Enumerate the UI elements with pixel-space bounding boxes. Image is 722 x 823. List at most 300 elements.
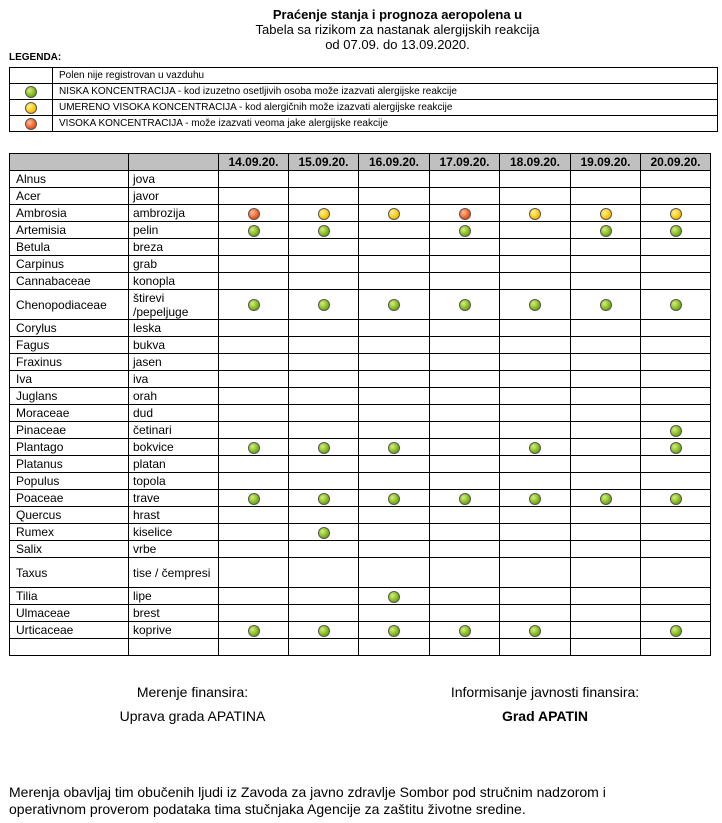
- latin-name: Pinaceae: [10, 422, 129, 439]
- level-cell: [289, 588, 359, 605]
- level-cell: [219, 320, 289, 337]
- level-cell: [359, 439, 430, 456]
- low-concentration-dot-icon: [459, 493, 471, 505]
- level-cell: [359, 371, 430, 388]
- moderate-concentration-dot-icon: [25, 102, 37, 114]
- local-name: jasen: [129, 354, 219, 371]
- local-name: koprive: [129, 622, 219, 639]
- level-cell: [359, 290, 430, 320]
- legend-row: [10, 100, 718, 116]
- level-cell: [359, 558, 430, 588]
- latin-name: Acer: [10, 188, 129, 205]
- level-cell: [641, 473, 711, 490]
- level-cell: [289, 490, 359, 507]
- level-cell: [359, 507, 430, 524]
- local-name: iva: [129, 371, 219, 388]
- legend-text: Polen nije registrovan u vazduhu: [53, 68, 718, 84]
- date-header: 20.09.20.: [641, 154, 711, 171]
- level-cell: [430, 456, 500, 473]
- level-cell: [289, 256, 359, 273]
- level-cell: [359, 588, 430, 605]
- low-concentration-dot-icon: [248, 225, 260, 237]
- title-line-1: Praćenje stanja i prognoza aeropolena u: [272, 7, 523, 22]
- latin-name: Chenopodiaceae: [10, 290, 129, 320]
- latin-name: Ulmaceae: [10, 605, 129, 622]
- level-cell: [219, 507, 289, 524]
- header-blank: [10, 154, 129, 171]
- low-concentration-dot-icon: [248, 299, 260, 311]
- level-cell: [219, 239, 289, 256]
- table-row: [10, 507, 711, 524]
- local-name: pelin: [129, 222, 219, 239]
- latin-name: Tilia: [10, 588, 129, 605]
- level-cell: [289, 171, 359, 188]
- level-cell: [571, 507, 641, 524]
- level-cell: [500, 256, 571, 273]
- level-cell: [289, 405, 359, 422]
- low-concentration-dot-icon: [318, 442, 330, 454]
- level-cell: [359, 188, 430, 205]
- level-cell: [289, 558, 359, 588]
- level-cell: [500, 558, 571, 588]
- level-cell: [430, 290, 500, 320]
- date-header: 17.09.20.: [430, 154, 500, 171]
- local-name: brest: [129, 605, 219, 622]
- level-cell: [641, 171, 711, 188]
- level-cell: [500, 456, 571, 473]
- footer-line-1: Merenja obavljaj tim obučenih ljudi iz Zavoda za javno zdravlje Sombor pod stručnim nadzorom i: [9, 784, 606, 800]
- moderate-concentration-dot-icon: [600, 208, 612, 220]
- level-cell: [641, 507, 711, 524]
- latin-name: [10, 639, 129, 656]
- moderate-concentration-dot-icon: [388, 208, 400, 220]
- footer-note: [9, 784, 709, 818]
- level-cell: [359, 639, 430, 656]
- level-cell: [359, 405, 430, 422]
- level-cell: [641, 558, 711, 588]
- low-concentration-dot-icon: [459, 225, 471, 237]
- low-concentration-dot-icon: [388, 299, 400, 311]
- level-cell: [641, 239, 711, 256]
- level-cell: [500, 473, 571, 490]
- level-cell: [500, 622, 571, 639]
- low-concentration-dot-icon: [670, 299, 682, 311]
- level-cell: [500, 171, 571, 188]
- level-cell: [359, 222, 430, 239]
- local-name: tise / čempresi: [129, 558, 219, 588]
- table-row: [10, 239, 711, 256]
- level-cell: [359, 273, 430, 290]
- latin-name: Artemisia: [10, 222, 129, 239]
- low-concentration-dot-icon: [388, 591, 400, 603]
- level-cell: [500, 588, 571, 605]
- low-concentration-dot-icon: [600, 225, 612, 237]
- level-cell: [289, 473, 359, 490]
- title-line-2: Tabela sa rizikom za nastanak alergijskih reakcija: [255, 22, 540, 37]
- low-concentration-dot-icon: [25, 86, 37, 98]
- funding-left-value: Uprava grada APATINA: [119, 708, 266, 724]
- level-cell: [500, 188, 571, 205]
- moderate-concentration-dot-icon: [670, 208, 682, 220]
- level-cell: [571, 222, 641, 239]
- header-blank: [129, 154, 219, 171]
- level-cell: [289, 337, 359, 354]
- level-cell: [430, 622, 500, 639]
- level-cell: [641, 256, 711, 273]
- latin-name: Salix: [10, 541, 129, 558]
- high-concentration-dot-icon: [248, 208, 260, 220]
- level-cell: [430, 320, 500, 337]
- legend-row: [10, 68, 718, 84]
- level-cell: [289, 388, 359, 405]
- level-cell: [571, 456, 641, 473]
- low-concentration-dot-icon: [318, 299, 330, 311]
- table-row: [10, 354, 711, 371]
- level-cell: [571, 205, 641, 222]
- level-cell: [500, 405, 571, 422]
- local-name: bokvice: [129, 439, 219, 456]
- level-cell: [641, 290, 711, 320]
- title-line-3: od 07.09. do 13.09.2020.: [325, 37, 470, 52]
- level-cell: [219, 388, 289, 405]
- latin-name: Populus: [10, 473, 129, 490]
- level-cell: [219, 171, 289, 188]
- local-name: konopla: [129, 273, 219, 290]
- low-concentration-dot-icon: [248, 493, 260, 505]
- level-cell: [359, 524, 430, 541]
- latin-name: Rumex: [10, 524, 129, 541]
- level-cell: [430, 337, 500, 354]
- latin-name: Platanus: [10, 456, 129, 473]
- level-cell: [219, 541, 289, 558]
- level-cell: [500, 422, 571, 439]
- level-cell: [219, 422, 289, 439]
- low-concentration-dot-icon: [670, 625, 682, 637]
- level-cell: [500, 354, 571, 371]
- level-cell: [571, 473, 641, 490]
- level-cell: [289, 622, 359, 639]
- level-cell: [641, 273, 711, 290]
- level-cell: [641, 622, 711, 639]
- date-header: 16.09.20.: [359, 154, 430, 171]
- level-cell: [219, 337, 289, 354]
- table-row: [10, 320, 711, 337]
- local-name: vrbe: [129, 541, 219, 558]
- funding-right-label: Informisanje javnosti finansira:: [450, 684, 640, 700]
- level-cell: [430, 490, 500, 507]
- legend-text: NISKA KONCENTRACIJA - kod izuzetno osetljivih osoba može izazvati alergijske reakcije: [53, 84, 718, 100]
- level-cell: [641, 605, 711, 622]
- level-cell: [571, 524, 641, 541]
- level-cell: [500, 239, 571, 256]
- local-name: grab: [129, 256, 219, 273]
- latin-name: Alnus: [10, 171, 129, 188]
- level-cell: [571, 439, 641, 456]
- level-cell: [430, 439, 500, 456]
- level-cell: [571, 490, 641, 507]
- low-concentration-dot-icon: [318, 527, 330, 539]
- level-cell: [571, 256, 641, 273]
- level-cell: [359, 541, 430, 558]
- high-concentration-dot-icon: [25, 118, 37, 130]
- level-cell: [359, 388, 430, 405]
- table-row: [10, 490, 711, 507]
- latin-name: Fraxinus: [10, 354, 129, 371]
- level-cell: [430, 171, 500, 188]
- level-cell: [219, 490, 289, 507]
- level-cell: [571, 622, 641, 639]
- table-row: [10, 541, 711, 558]
- level-cell: [289, 524, 359, 541]
- level-cell: [500, 490, 571, 507]
- latin-name: Iva: [10, 371, 129, 388]
- latin-name: Cannabaceae: [10, 273, 129, 290]
- level-cell: [289, 222, 359, 239]
- date-header-row: [10, 154, 711, 171]
- legend-row: [10, 116, 718, 132]
- level-cell: [289, 354, 359, 371]
- date-header: 18.09.20.: [500, 154, 571, 171]
- level-cell: [219, 405, 289, 422]
- low-concentration-dot-icon: [529, 299, 541, 311]
- level-cell: [289, 639, 359, 656]
- level-cell: [641, 439, 711, 456]
- date-header: 15.09.20.: [289, 154, 359, 171]
- level-cell: [359, 171, 430, 188]
- level-cell: [219, 188, 289, 205]
- legend-swatch: [10, 100, 53, 116]
- low-concentration-dot-icon: [670, 425, 682, 437]
- level-cell: [219, 558, 289, 588]
- low-concentration-dot-icon: [600, 493, 612, 505]
- level-cell: [571, 239, 641, 256]
- date-header: 14.09.20.: [219, 154, 289, 171]
- level-cell: [571, 171, 641, 188]
- latin-name: Poaceae: [10, 490, 129, 507]
- table-row: [10, 405, 711, 422]
- level-cell: [289, 320, 359, 337]
- level-cell: [219, 456, 289, 473]
- latin-name: Juglans: [10, 388, 129, 405]
- level-cell: [641, 205, 711, 222]
- local-name: bukva: [129, 337, 219, 354]
- level-cell: [571, 354, 641, 371]
- legend-swatch: [10, 84, 53, 100]
- level-cell: [500, 290, 571, 320]
- level-cell: [430, 524, 500, 541]
- level-cell: [430, 405, 500, 422]
- level-cell: [219, 222, 289, 239]
- level-cell: [219, 605, 289, 622]
- low-concentration-dot-icon: [388, 493, 400, 505]
- table-row: [10, 388, 711, 405]
- low-concentration-dot-icon: [248, 442, 260, 454]
- level-cell: [430, 222, 500, 239]
- level-cell: [219, 439, 289, 456]
- low-concentration-dot-icon: [388, 442, 400, 454]
- level-cell: [641, 456, 711, 473]
- table-row: [10, 588, 711, 605]
- level-cell: [219, 273, 289, 290]
- level-cell: [289, 290, 359, 320]
- local-name: lipe: [129, 588, 219, 605]
- level-cell: [500, 320, 571, 337]
- legend-swatch: [10, 68, 53, 84]
- level-cell: [289, 205, 359, 222]
- table-row: [10, 188, 711, 205]
- low-concentration-dot-icon: [459, 299, 471, 311]
- table-row: [10, 337, 711, 354]
- low-concentration-dot-icon: [600, 299, 612, 311]
- level-cell: [500, 507, 571, 524]
- local-name: orah: [129, 388, 219, 405]
- level-cell: [571, 605, 641, 622]
- low-concentration-dot-icon: [670, 225, 682, 237]
- level-cell: [571, 422, 641, 439]
- level-cell: [641, 371, 711, 388]
- table-row: [10, 524, 711, 541]
- local-name: trave: [129, 490, 219, 507]
- low-concentration-dot-icon: [318, 493, 330, 505]
- level-cell: [641, 639, 711, 656]
- level-cell: [571, 320, 641, 337]
- level-cell: [430, 371, 500, 388]
- level-cell: [219, 639, 289, 656]
- level-cell: [571, 388, 641, 405]
- low-concentration-dot-icon: [459, 625, 471, 637]
- table-row: [10, 205, 711, 222]
- level-cell: [571, 588, 641, 605]
- low-concentration-dot-icon: [529, 442, 541, 454]
- level-cell: [500, 639, 571, 656]
- legend-swatch: [10, 116, 53, 132]
- level-cell: [359, 239, 430, 256]
- level-cell: [289, 541, 359, 558]
- level-cell: [641, 222, 711, 239]
- legend-row: [10, 84, 718, 100]
- table-row: [10, 222, 711, 239]
- level-cell: [359, 320, 430, 337]
- level-cell: [359, 605, 430, 622]
- level-cell: [359, 337, 430, 354]
- latin-name: Betula: [10, 239, 129, 256]
- local-name: ambrozija: [129, 205, 219, 222]
- level-cell: [430, 605, 500, 622]
- level-cell: [571, 337, 641, 354]
- level-cell: [571, 405, 641, 422]
- moderate-concentration-dot-icon: [318, 208, 330, 220]
- level-cell: [359, 354, 430, 371]
- table-row: [10, 273, 711, 290]
- local-name: hrast: [129, 507, 219, 524]
- table-row: [10, 439, 711, 456]
- level-cell: [430, 558, 500, 588]
- low-concentration-dot-icon: [388, 625, 400, 637]
- level-cell: [571, 371, 641, 388]
- local-name: štirevi /pepeljuge: [129, 290, 219, 320]
- level-cell: [359, 473, 430, 490]
- table-row: [10, 256, 711, 273]
- latin-name: Ambrosia: [10, 205, 129, 222]
- level-cell: [641, 354, 711, 371]
- level-cell: [219, 371, 289, 388]
- level-cell: [219, 622, 289, 639]
- level-cell: [289, 273, 359, 290]
- document-title: [190, 7, 605, 52]
- level-cell: [571, 188, 641, 205]
- level-cell: [219, 588, 289, 605]
- level-cell: [430, 639, 500, 656]
- level-cell: [359, 422, 430, 439]
- low-concentration-dot-icon: [529, 625, 541, 637]
- level-cell: [430, 256, 500, 273]
- latin-name: Urticaceae: [10, 622, 129, 639]
- latin-name: Fagus: [10, 337, 129, 354]
- level-cell: [430, 541, 500, 558]
- local-name: kiselice: [129, 524, 219, 541]
- local-name: četinari: [129, 422, 219, 439]
- local-name: javor: [129, 188, 219, 205]
- level-cell: [641, 588, 711, 605]
- level-cell: [571, 290, 641, 320]
- level-cell: [359, 256, 430, 273]
- level-cell: [500, 439, 571, 456]
- low-concentration-dot-icon: [318, 625, 330, 637]
- low-concentration-dot-icon: [670, 442, 682, 454]
- level-cell: [500, 273, 571, 290]
- footer-line-2: operativnom proverom podataka tima stučnjaka Agencije za zaštitu životne sredine.: [9, 801, 526, 817]
- funding-left-label: Merenje finansira:: [136, 684, 249, 700]
- local-name: leska: [129, 320, 219, 337]
- level-cell: [500, 524, 571, 541]
- level-cell: [641, 388, 711, 405]
- level-cell: [430, 422, 500, 439]
- low-concentration-dot-icon: [318, 225, 330, 237]
- level-cell: [571, 639, 641, 656]
- level-cell: [430, 507, 500, 524]
- level-cell: [430, 239, 500, 256]
- level-cell: [359, 205, 430, 222]
- latin-name: Carpinus: [10, 256, 129, 273]
- low-concentration-dot-icon: [529, 493, 541, 505]
- level-cell: [359, 622, 430, 639]
- level-cell: [641, 422, 711, 439]
- pollen-table: [9, 153, 711, 656]
- latin-name: Corylus: [10, 320, 129, 337]
- local-name: jova: [129, 171, 219, 188]
- level-cell: [289, 507, 359, 524]
- level-cell: [430, 188, 500, 205]
- local-name: [129, 639, 219, 656]
- table-row: [10, 456, 711, 473]
- local-name: breza: [129, 239, 219, 256]
- table-row: [10, 473, 711, 490]
- latin-name: Quercus: [10, 507, 129, 524]
- level-cell: [289, 239, 359, 256]
- level-cell: [219, 290, 289, 320]
- level-cell: [641, 541, 711, 558]
- table-row: [10, 605, 711, 622]
- latin-name: Moraceae: [10, 405, 129, 422]
- level-cell: [219, 354, 289, 371]
- level-cell: [430, 388, 500, 405]
- local-name: platan: [129, 456, 219, 473]
- level-cell: [289, 439, 359, 456]
- level-cell: [641, 320, 711, 337]
- low-concentration-dot-icon: [670, 493, 682, 505]
- table-row: [10, 371, 711, 388]
- table-row: [10, 422, 711, 439]
